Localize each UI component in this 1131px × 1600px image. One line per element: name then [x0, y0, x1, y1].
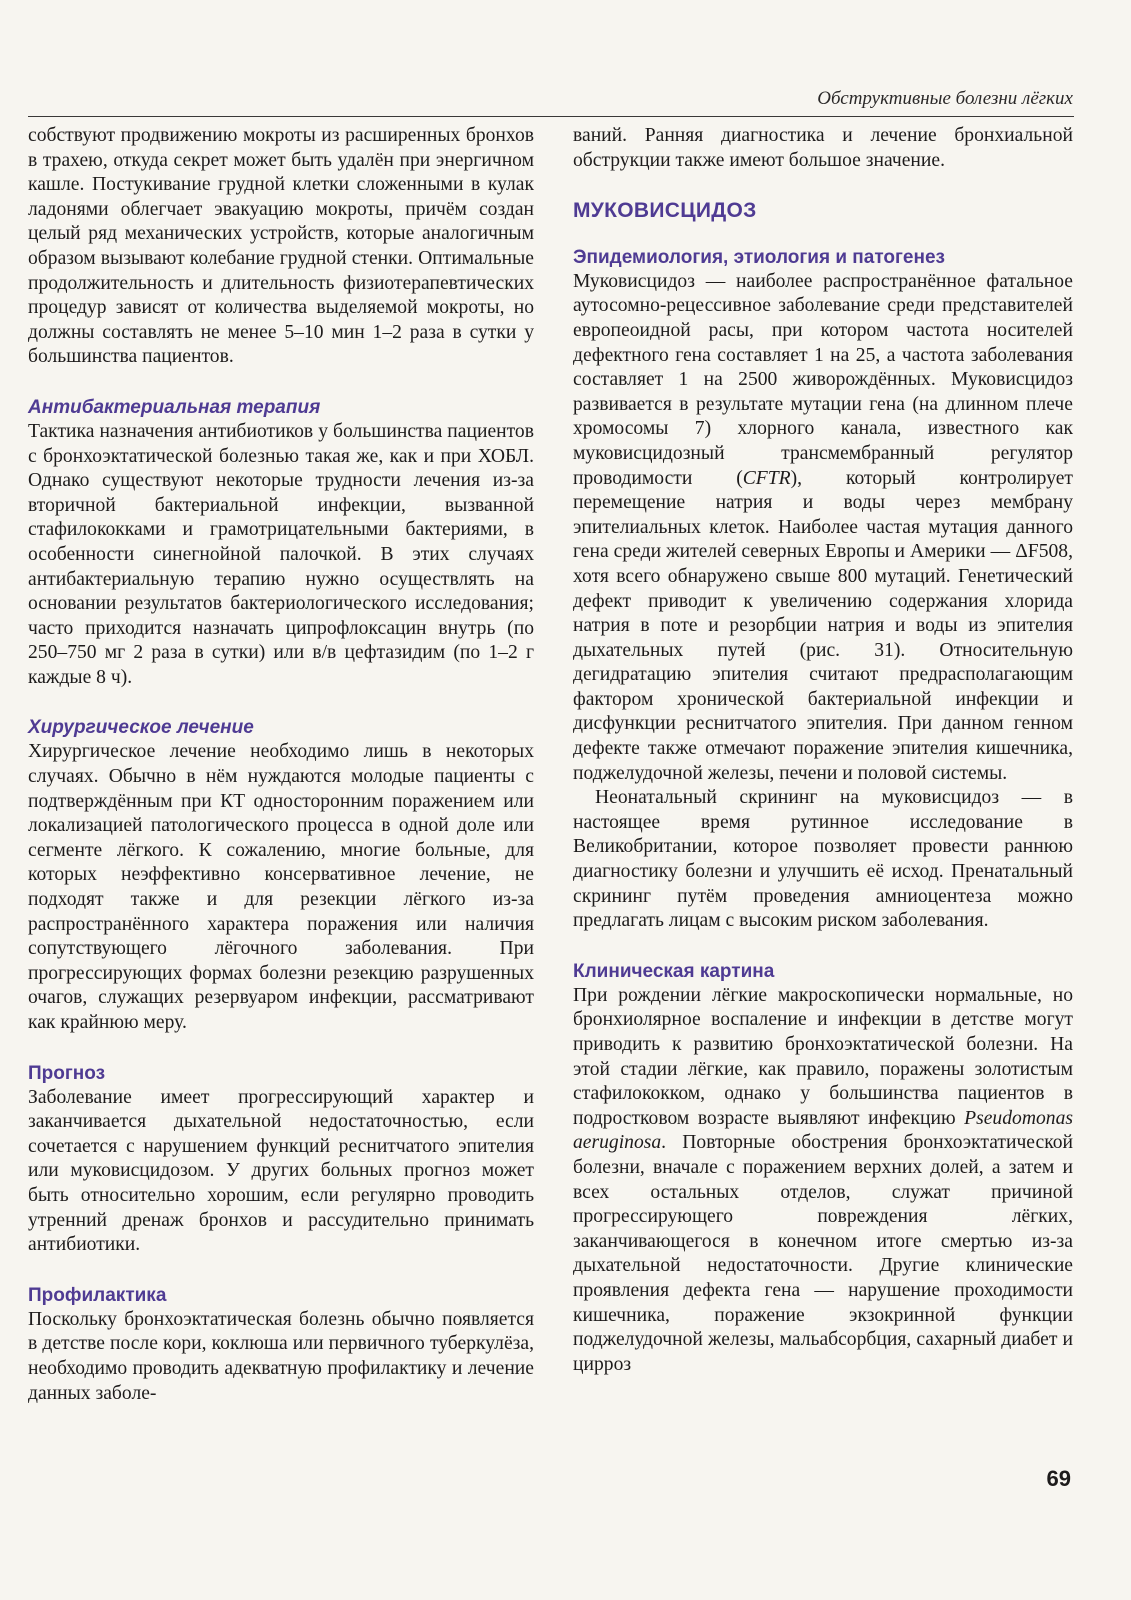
- heading-epidemiology: Эпидемиология, этиология и патогенез: [573, 246, 945, 268]
- paragraph-clinical-picture: [573, 984, 1073, 1378]
- paragraph-continuation: ваний. Ранняя диагностика и лечение бронхиальной обструкции также имеют большое значение.: [573, 125, 1073, 171]
- paragraph-screening: Неонатальный скрининг на муковисцидоз — в настоящее время рутинное исследование в Великобритании, которое позволяет провести раннюю диагностику болезни и улучшить её исход. Пренатальный скрининг путём проведения амниоцентеза можно предлагать лицам с высоким риском заболевания.: [573, 787, 1073, 932]
- heading-clinical-picture: Клиническая картина: [573, 960, 775, 982]
- right-column: [573, 124, 1073, 1377]
- paragraph-prognosis: Заболевание имеет прогрессирующий характер и заканчивается дыхательной недостаточностью, если сочетается с нарушением функций реснитчатого эпителия или муковисцидозом. У других больных прогноз может быть относительно хорошим, если регулярно проводить утренний дренаж бронхов и рассудительно принимать антибиотики.: [28, 1086, 534, 1256]
- section-title-cystic-fibrosis: МУКОВИСЦИДОЗ: [573, 199, 757, 223]
- epidemiology-text-part-1: Муковисцидоз — наиболее распространённое фатальное аутосомно-рецессивное заболевание среди представителей европеоидной расы, при котором частота носителей дефектного гена составляет 1 на 25, а частота заболевания составляет 1 на 2500 живорождённых. Муковисцидоз развивается в результате мутации гена (на длинном плече хромосомы 7) хлорного канала, известного как муковисцидозный трансмембранный регулятор проводимости (: [573, 270, 1073, 489]
- heading-prevention: Профилактика: [28, 1284, 167, 1306]
- heading-antibacterial-therapy: Антибактериальная терапия: [28, 396, 321, 418]
- paragraph-epidemiology: [573, 270, 1073, 786]
- paragraph-intro: собствуют продвижению мокроты из расширенных бронхов в трахею, откуда секрет может быть удалён при энергичном кашле. Постукивание грудной клетки сложенными в кулак ладонями облегчает эвакуацию мокроты, причём создан целый ряд механических устройств, которые аналогичным образом вызывают колебание грудной стенки. Оптимальные продолжительность и длительность физиотерапевтических процедур зависят от количества выделяемой мокроты, но должны составлять не менее 5–10 мин 1–2 раза в сутки у большинства пациентов.: [28, 125, 534, 368]
- pseudomonas-term: Pseudomonas aeruginosa: [573, 1107, 1073, 1154]
- page-number: 69: [1046, 1466, 1071, 1491]
- epidemiology-text-part-2: ), который контролирует перемещение натрия и воды через мембрану эпителиальных клеток. Наиболее частая мутация данного гена среди жителей северных Европы и Америки — ΔF508, хотя всего обнаружено свыше 800 мутаций. Генетический дефект приводит к увеличению содержания хлорида натрия в поте и резорбции натрия и воды из эпителия дыхательных путей (рис. 31). Относительную дегидратацию эпителия считают предрасполагающим фактором хронической бактериальной инфекции и дисфункции реснитчатого эпителия. При данном генном дефекте также отмечают поражение эпителия кишечника, поджелудочной железы, печени и половой системы.: [573, 467, 1073, 784]
- paragraph-prevention: Поскольку бронхоэктатическая болезнь обычно появляется в детстве после кори, коклюша или первичного туберкулёза, необходимо проводить адекватную профилактику и лечение данных заболе-: [28, 1308, 534, 1404]
- heading-prognosis: Прогноз: [28, 1062, 106, 1084]
- paragraph-surgical-treatment: Хирургическое лечение необходимо лишь в некоторых случаях. Обычно в нём нуждаются молодые пациенты с подтверждённым при КТ односторонним поражением или локализацией патологического процесса в одной доле или сегменте лёгкого. К сожалению, многие больные, для которых неэффективно консервативное лечение, не подходят также и для резекции лёгкого из-за распространённого характера поражения или наличия сопутствующего лёгочного заболевания. При прогрессирующих формах болезни резекцию разрушенных очагов, служащих резервуаром инфекции, рассматривают как крайнюю меру.: [28, 741, 534, 1033]
- left-column: [28, 124, 534, 1406]
- header-rule: [28, 116, 1074, 117]
- paragraph-antibacterial-therapy: Тактика назначения антибиотиков у большинства пациентов с бронхоэктатической болезнью такая же, как и при ХОБЛ. Однако существуют некоторые трудности лечения из-за вторичной бактериальной инфекции, вызванной стафилококками и грамотрицательными бактериями, в особенности синегнойной палочкой. В этих случаях антибактериальную терапию нужно осуществлять на основании результатов бактериологического исследования; часто приходится назначать ципрофлоксацин внутрь (по 250–750 мг 2 раза в сутки) или в/в цефтазидим (по 1–2 г каждые 8 ч).: [28, 420, 534, 688]
- running-head: Обструктивные болезни лёгких: [817, 88, 1073, 109]
- heading-surgical-treatment: Хирургическое лечение: [28, 717, 254, 739]
- cftr-term: CFTR: [742, 467, 791, 489]
- clinical-text-part-1: При рождении лёгкие макроскопически нормальные, но бронхиолярное воспаление и инфекции в детстве могут приводить к развитию бронхоэктатической болезни. На этой стадии лёгкие, как правило, поражены золотистым стафилококком, однако у большинства пациентов в подростковом возрасте выявляют инфекцию: [573, 984, 1073, 1129]
- clinical-text-part-2: . Повторные обострения бронхоэктатической болезни, вначале с поражением верхних долей, а затем и всех остальных отделов, служат причиной прогрессирующего повреждения лёгких, заканчивающегося в конечном итоге смертью из-за дыхательной недостаточности. Другие клинические проявления дефекта гена — нарушение проходимости кишечника, поражение экзокринной функции поджелудочной железы, мальабсорбция, сахарный диабет и цирроз: [573, 1132, 1073, 1375]
